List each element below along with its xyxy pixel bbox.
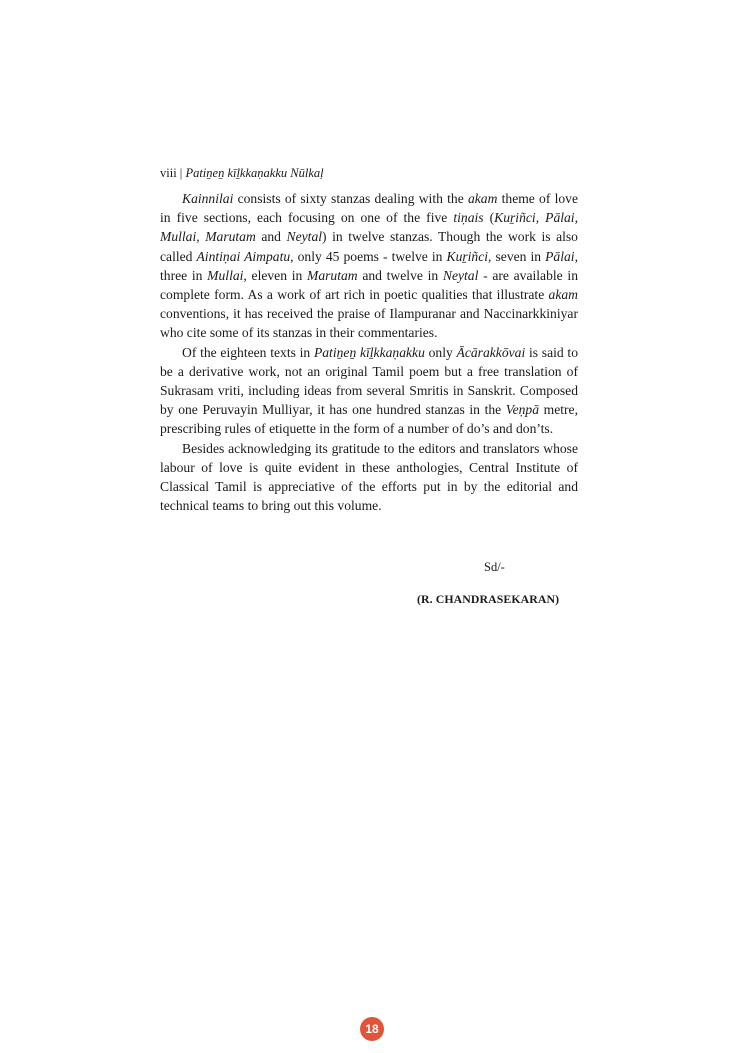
signature-mark: Sd/- bbox=[484, 560, 505, 574]
text-run: and bbox=[255, 229, 287, 245]
running-header bbox=[160, 165, 324, 181]
text-run: Besides acknowledging its gratitude to the editors and translators whose labour of love is quite evident in these anthologies, Central Institute of Classical Tamil is appreciative of the efforts put in by the editorial and technical teams to bring out this volume. bbox=[160, 440, 578, 514]
text-run: , only 45 poems - twelve in bbox=[290, 248, 447, 264]
paragraph bbox=[160, 343, 578, 439]
header-book-title: Patiṉeṉ kīḻkkaṇakku Nūlkaḷ bbox=[185, 166, 324, 180]
text-run: ( bbox=[483, 210, 495, 226]
text-run: , three in bbox=[160, 248, 578, 283]
italic-term: Kainnilai bbox=[182, 191, 234, 206]
italic-term: tiṇais bbox=[453, 210, 484, 226]
body-text bbox=[160, 189, 578, 515]
text-run: is said to be a derivative work, not an original Tamil poem but a free translation of Sukrasam vriti, including ideas from several Smritis in Sanskrit. Composed by one Peruvayin Mulliyar, it has one hundred stanzas in the bbox=[160, 344, 579, 418]
paragraph bbox=[160, 189, 578, 343]
text-run: , eleven in bbox=[243, 267, 307, 283]
italic-term: akam bbox=[548, 287, 578, 303]
header-page-number: viii bbox=[160, 166, 177, 180]
text-run: ) in twelve stanzas. Though the work is also called bbox=[160, 229, 578, 264]
italic-term: Kuṟiñci bbox=[446, 248, 489, 264]
italic-term: Aintiṇai Aimpatu bbox=[196, 248, 291, 264]
italic-term: Mullai bbox=[207, 267, 244, 283]
text-run: and twelve in bbox=[357, 267, 443, 283]
italic-term: Veṇpā bbox=[505, 402, 540, 418]
italic-term: Pālai bbox=[545, 248, 575, 264]
text-run: consists of sixty stanzas dealing with the bbox=[233, 191, 468, 206]
header-separator: | bbox=[179, 166, 183, 180]
text-run: metre, prescribing rules of etiquette in the form of a number of do’s and don’ts. bbox=[160, 402, 578, 437]
italic-term: Neytal bbox=[286, 229, 323, 245]
paragraph bbox=[160, 439, 578, 516]
text-run: , seven in bbox=[488, 248, 546, 264]
italic-term: Marutam bbox=[307, 267, 358, 283]
page-number-badge: 18 bbox=[360, 1017, 384, 1041]
signatory-name: (R. CHANDRASEKARAN) bbox=[417, 592, 560, 606]
text-run: theme of love in five sections, each focusing on one of the five bbox=[160, 191, 578, 226]
italic-term: Kuṟiñci, Pālai, Mullai, Marutam bbox=[160, 210, 578, 245]
italic-term: Neytal bbox=[442, 267, 479, 283]
text-run: Of the eighteen texts in bbox=[182, 344, 314, 360]
text-run: - are available in complete form. As a work of art rich in poetic qualities that illustrate bbox=[160, 267, 578, 303]
text-run: conventions, it has received the praise of Ilampuranar and Naccinarkkiniyar who cite some of its stanzas in their commentaries. bbox=[160, 306, 578, 341]
italic-term: Patiṉeṉ kīḻkkaṇakku bbox=[313, 344, 425, 360]
text-run: only bbox=[424, 344, 457, 360]
italic-term: Ācārakkōvai bbox=[456, 344, 526, 360]
italic-term: akam bbox=[467, 191, 498, 206]
